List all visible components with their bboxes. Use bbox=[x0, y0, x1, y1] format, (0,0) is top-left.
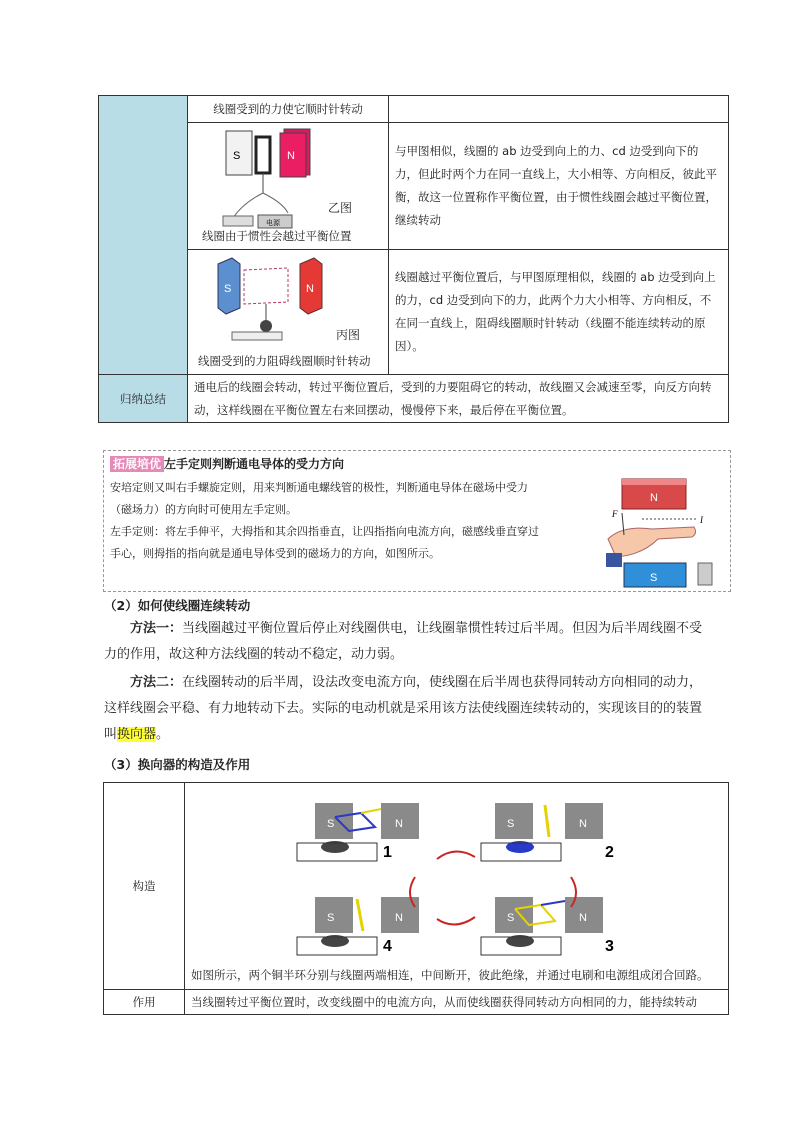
step1-num: 1 bbox=[383, 844, 392, 861]
method2-line-3 bbox=[104, 722, 169, 748]
extension-line-3: 左手定则：将左手伸平，大拇指和其余四指垂直，让四指指向电流方向，磁感线垂直穿过 bbox=[110, 525, 539, 538]
figure-yi-desc: 与甲图相似，线圈的 ab 边受到向上的力、cd 边受到向下的力，但此时两个力在同一直线上，大小相等、方向相反，彼此平衡，故这一位置称作平衡位置，由于惯性线圈会越过平衡位置，继续转动 bbox=[389, 123, 729, 250]
step1-s: S bbox=[327, 818, 335, 830]
figure-yi-label: 乙图 bbox=[328, 201, 353, 215]
step-1-figure bbox=[297, 803, 419, 861]
cycle-arrow-3 bbox=[437, 917, 475, 925]
summary-label: 归纳总结 bbox=[99, 375, 188, 423]
step4-n: N bbox=[395, 912, 403, 924]
hand-magnet-n: N bbox=[650, 492, 658, 504]
method2-line3-pre: 叫 bbox=[104, 727, 118, 742]
hand-magnet-s: S bbox=[650, 572, 658, 584]
method2-line3-post: 。 bbox=[156, 727, 170, 742]
section3-heading: （3）换向器的构造及作用 bbox=[104, 757, 251, 772]
step-3-figure bbox=[481, 897, 614, 955]
step2-n: N bbox=[579, 818, 587, 830]
magnet-s-label: S bbox=[233, 150, 241, 162]
row1-desc bbox=[389, 96, 729, 123]
step4-s: S bbox=[327, 912, 335, 924]
motor-principle-table bbox=[98, 95, 729, 423]
step-4-figure bbox=[297, 897, 419, 955]
method1-line-1 bbox=[130, 616, 702, 642]
method1-label: 方法一： bbox=[130, 621, 183, 636]
function-text: 当线圈转过平衡位置时，改变线圈中的电流方向，从而使线圈获得同转动方向相同的力，能持续转动 bbox=[185, 990, 729, 1015]
table-side-cell bbox=[99, 96, 188, 375]
row1-caption: 线圈受到的力使它顺时针转动 bbox=[188, 96, 389, 123]
extension-panel bbox=[103, 450, 731, 592]
extension-badge: 拓展培优 bbox=[110, 456, 164, 472]
left-hand-rule-figure bbox=[602, 477, 728, 591]
method1-line-2: 力的作用，故这种方法线圈的转动不稳定，动力弱。 bbox=[104, 647, 404, 662]
extension-line-1: 安培定则又叫右手螺旋定则，用来判断通电螺线管的极性，判断通电导体在磁场中受力 bbox=[110, 481, 528, 494]
figure-bing-caption: 线圈受到的力阻碍线圈顺时针转动 bbox=[198, 354, 371, 368]
step1-n: N bbox=[395, 818, 403, 830]
step3-num: 3 bbox=[605, 938, 614, 955]
figure-bing-cell bbox=[188, 250, 389, 375]
method2-label: 方法二： bbox=[130, 675, 183, 690]
extension-line-4: 手心，则拇指的指向就是通电导体受到的磁场力的方向，如图所示。 bbox=[110, 547, 440, 560]
commutator-table bbox=[103, 782, 729, 1015]
method2-text-1: 在线圈转动的后半周，设法改变电流方向，使线圈在后半周也获得同转动方向相同的动力， bbox=[182, 675, 703, 690]
power-label: 电源 bbox=[266, 220, 280, 227]
figure-bing-label: 丙图 bbox=[336, 328, 361, 342]
figure-bing-desc: 线圈越过平衡位置后，与甲图原理相似，线圈的 ab 边受到向上的力，cd 边受到向下的力，此两个力大小相等、方向相反，不在同一直线上，阻碍线圈顺时针转动（线圈不能连续转动的原因）。 bbox=[389, 250, 729, 375]
extension-line-2: （磁场力）的方向时可使用左手定则。 bbox=[110, 503, 297, 516]
magnet-n-label: N bbox=[287, 150, 295, 162]
commutator-term: 换向器 bbox=[117, 727, 157, 742]
step2-s: S bbox=[507, 818, 515, 830]
method2-line-2: 这样线圈会平稳、有力地转动下去。实际的电动机就是采用该方法使线圈连续转动的，实现该目的的装置 bbox=[104, 701, 703, 716]
step2-num: 2 bbox=[605, 844, 614, 861]
function-label: 作用 bbox=[104, 990, 185, 1015]
cycle-arrow-1 bbox=[437, 851, 475, 859]
commutator-diagram bbox=[185, 797, 725, 977]
structure-text: 如图所示，两个铜半环分别与线圈两端相连，中间断开，彼此绝缘，并通过电刷和电源组成闭合回路。 bbox=[191, 968, 709, 982]
extension-title: 左手定则判断通电导体的受力方向 bbox=[164, 457, 345, 471]
summary-text: 通电后的线圈会转动，转过平衡位置后，受到的力要阻碍它的转动，故线圈又会减速至零，向反方向转动，这样线圈在平衡位置左右来回摆动，慢慢停下来，最后停在平衡位置。 bbox=[188, 375, 729, 423]
method1-text-1: 当线圈越过平衡位置后停止对线圈供电，让线圈靠惯性转过后半周。但因为后半周线圈不受 bbox=[182, 621, 703, 636]
structure-cell bbox=[185, 783, 729, 990]
step3-n: N bbox=[579, 912, 587, 924]
section2-heading: （2）如何使线圈连续转动 bbox=[104, 598, 251, 613]
method2-line-1 bbox=[130, 670, 702, 696]
magnet-n-label-2: N bbox=[306, 283, 314, 295]
structure-label: 构造 bbox=[104, 783, 185, 990]
step3-s: S bbox=[507, 912, 515, 924]
magnet-s-label-2: S bbox=[224, 283, 232, 295]
force-label: F bbox=[612, 509, 618, 519]
extension-title-row bbox=[110, 455, 344, 472]
figure-yi-cell bbox=[188, 123, 389, 250]
step4-num: 4 bbox=[383, 938, 392, 955]
step-2-figure bbox=[481, 803, 614, 861]
figure-yi-caption: 线圈由于惯性会越过平衡位置 bbox=[202, 229, 352, 243]
current-label: I bbox=[700, 515, 703, 525]
